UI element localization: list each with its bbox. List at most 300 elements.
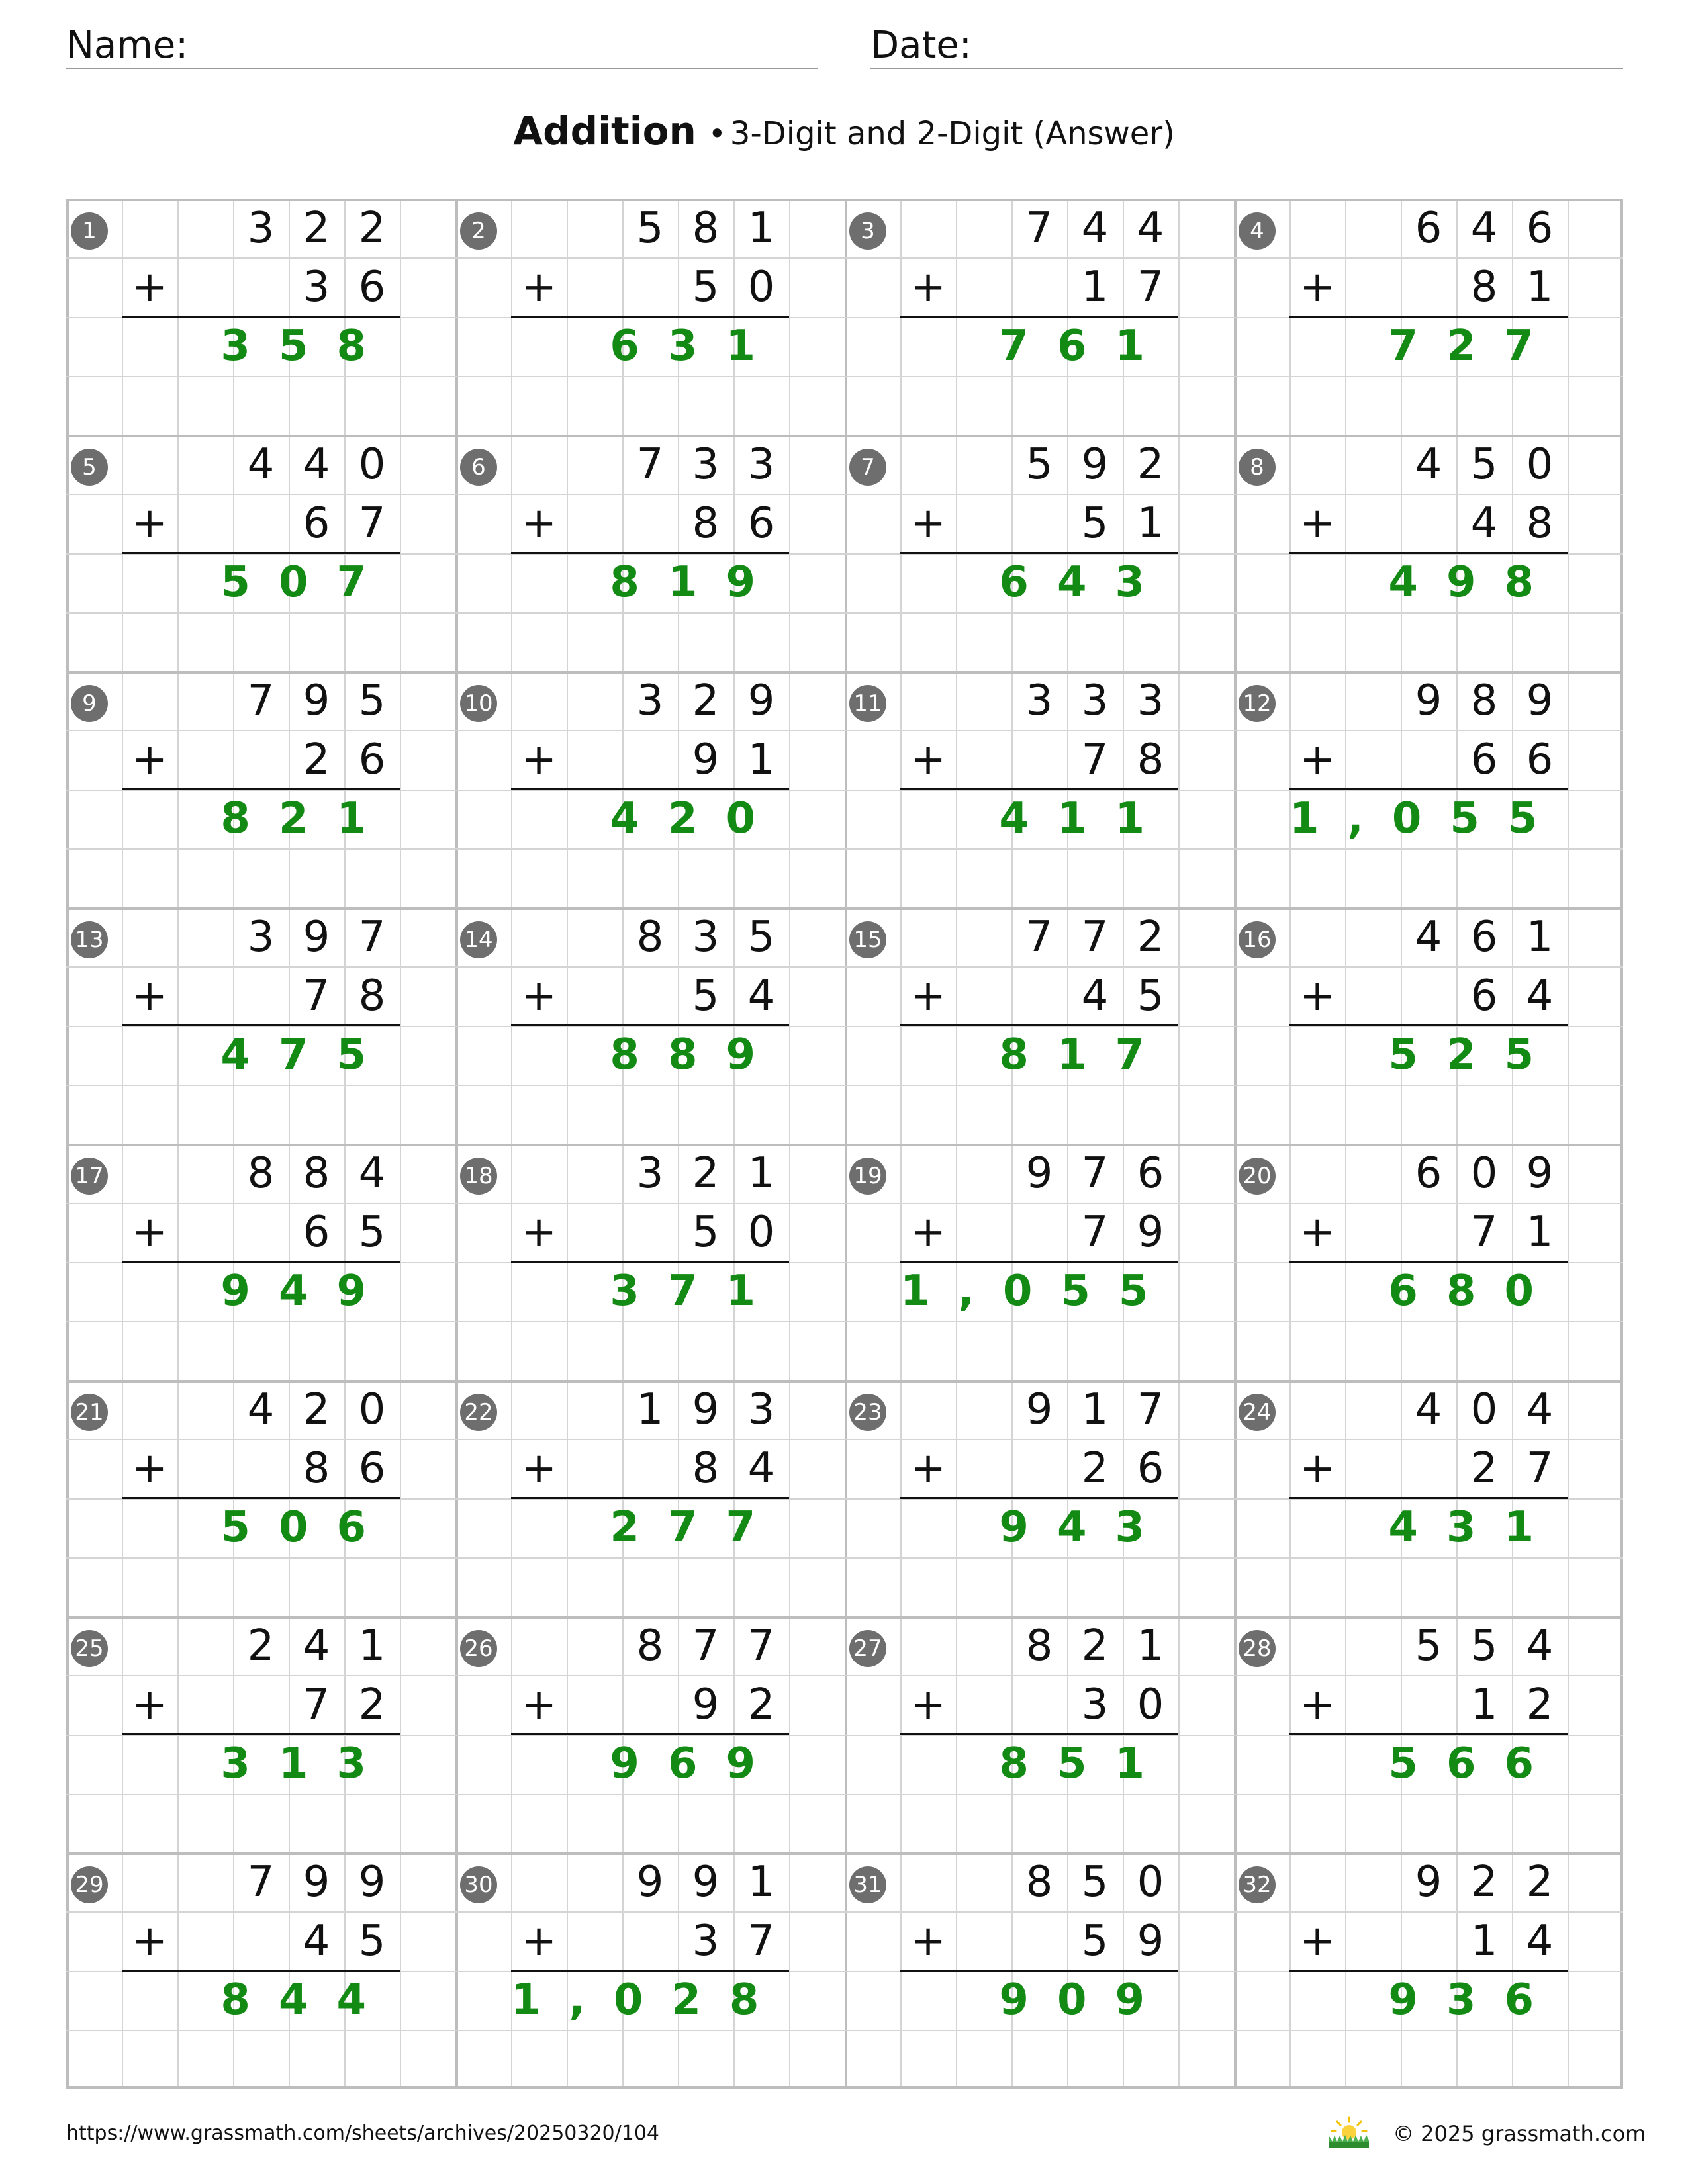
problem-number-badge: 6 xyxy=(460,449,497,486)
addend-bottom-digit: 2 xyxy=(1526,1680,1554,1729)
addend-bottom-digit: 1 xyxy=(1526,263,1554,312)
title-subtitle: 3-Digit and 2-Digit (Answer) xyxy=(729,115,1175,152)
answer: 411 xyxy=(999,794,1173,843)
addend-top-digit: 9 xyxy=(692,1858,720,1907)
addend-top-digit: 3 xyxy=(1081,676,1109,725)
addend-top-digit: 6 xyxy=(1526,204,1554,253)
plus-sign: + xyxy=(910,1208,946,1257)
problem-number-badge: 2 xyxy=(460,212,497,250)
addend-bottom-digit: 6 xyxy=(358,735,386,784)
addend-top-digit: 3 xyxy=(636,1149,664,1198)
problem-7 xyxy=(845,435,1234,671)
answer: 727 xyxy=(1388,322,1562,371)
addend-bottom-digit: 2 xyxy=(358,1680,386,1729)
addend-top-digit: 3 xyxy=(247,913,275,962)
addend-bottom-digit: 5 xyxy=(692,1208,720,1257)
addend-top-digit: 3 xyxy=(1025,676,1053,725)
addend-bottom-digit: 1 xyxy=(1081,263,1109,312)
addend-top-digit: 4 xyxy=(1470,204,1498,253)
addend-top-digit: 7 xyxy=(1025,204,1053,253)
name-label: Name: xyxy=(66,24,189,67)
addend-top-digit: 1 xyxy=(358,1621,386,1670)
date-line[interactable] xyxy=(870,68,1623,69)
addend-bottom-digit: 5 xyxy=(1081,1917,1109,1966)
problem-number-badge: 23 xyxy=(849,1394,886,1431)
problem-number-badge: 13 xyxy=(71,921,108,958)
problem-27 xyxy=(845,1616,1234,1852)
addend-bottom-digit: 7 xyxy=(303,972,330,1021)
addend-top-digit: 9 xyxy=(1081,440,1109,489)
plus-sign: + xyxy=(1299,1444,1335,1493)
plus-sign: + xyxy=(910,1917,946,1966)
addend-bottom-digit: 7 xyxy=(1470,1208,1498,1257)
addend-top-digit: 9 xyxy=(358,1858,386,1907)
addend-bottom-digit: 6 xyxy=(303,499,330,548)
addend-top-digit: 4 xyxy=(303,1621,330,1670)
problem-11 xyxy=(845,671,1234,907)
addend-top-digit: 5 xyxy=(747,913,775,962)
problem-number-badge: 28 xyxy=(1239,1630,1276,1667)
problem-number-badge: 1 xyxy=(71,212,108,250)
problem-12 xyxy=(1234,671,1623,907)
addend-bottom-digit: 4 xyxy=(747,972,775,1021)
problem-number-badge: 8 xyxy=(1239,449,1276,486)
addend-top-digit: 6 xyxy=(1415,204,1442,253)
addend-bottom-digit: 7 xyxy=(1081,1208,1109,1257)
addend-top-digit: 2 xyxy=(303,204,330,253)
addend-top-digit: 8 xyxy=(1025,1621,1053,1670)
addend-top-digit: 4 xyxy=(1526,1385,1554,1434)
problem-14 xyxy=(455,907,845,1144)
addend-top-digit: 7 xyxy=(1137,1385,1164,1434)
problem-number-badge: 17 xyxy=(71,1158,108,1195)
addend-bottom-digit: 8 xyxy=(1526,499,1554,548)
addend-top-digit: 9 xyxy=(303,676,330,725)
addend-top-digit: 5 xyxy=(1470,440,1498,489)
plus-sign: + xyxy=(910,263,946,312)
addend-bottom-digit: 3 xyxy=(692,1917,720,1966)
addend-top-digit: 9 xyxy=(303,1858,330,1907)
answer: 1,055 xyxy=(1289,794,1566,843)
problem-number-badge: 5 xyxy=(71,449,108,486)
addend-bottom-digit: 5 xyxy=(1081,499,1109,548)
addend-bottom-digit: 6 xyxy=(358,263,386,312)
answer: 525 xyxy=(1388,1030,1562,1079)
problem-8 xyxy=(1234,435,1623,671)
answer: 631 xyxy=(610,322,784,371)
problem-2 xyxy=(455,199,845,435)
addend-top-digit: 9 xyxy=(303,913,330,962)
problem-number-badge: 22 xyxy=(460,1394,497,1431)
answer: 313 xyxy=(220,1739,395,1788)
problem-number-badge: 18 xyxy=(460,1158,497,1195)
addend-top-digit: 9 xyxy=(747,676,775,725)
addend-bottom-digit: 6 xyxy=(303,1208,330,1257)
addend-bottom-digit: 8 xyxy=(692,499,720,548)
problem-number-badge: 32 xyxy=(1239,1866,1276,1903)
problem-5 xyxy=(66,435,455,671)
addend-top-digit: 7 xyxy=(358,913,386,962)
answer: 358 xyxy=(220,322,395,371)
addend-top-digit: 4 xyxy=(1415,1385,1442,1434)
addend-top-digit: 3 xyxy=(692,913,720,962)
problem-20 xyxy=(1234,1144,1623,1380)
addend-top-digit: 0 xyxy=(1470,1149,1498,1198)
problem-28 xyxy=(1234,1616,1623,1852)
addend-top-digit: 3 xyxy=(636,676,664,725)
addend-top-digit: 9 xyxy=(1415,676,1442,725)
problem-23 xyxy=(845,1380,1234,1616)
addend-top-digit: 8 xyxy=(247,1149,275,1198)
plus-sign: + xyxy=(521,1444,557,1493)
plus-sign: + xyxy=(521,263,557,312)
problem-number-badge: 14 xyxy=(460,921,497,958)
answer: 969 xyxy=(610,1739,784,1788)
worksheet-title xyxy=(0,105,1688,167)
problem-number-badge: 30 xyxy=(460,1866,497,1903)
plus-sign: + xyxy=(132,1680,167,1729)
problem-24 xyxy=(1234,1380,1623,1616)
title-main: Addition xyxy=(513,109,696,154)
plus-sign: + xyxy=(132,1444,167,1493)
problem-grid xyxy=(66,199,1623,2089)
plus-sign: + xyxy=(521,1680,557,1729)
problem-number-badge: 10 xyxy=(460,685,497,722)
plus-sign: + xyxy=(910,1444,946,1493)
answer: 506 xyxy=(220,1503,395,1552)
addend-bottom-digit: 8 xyxy=(1470,263,1498,312)
addend-top-digit: 8 xyxy=(636,1621,664,1670)
problem-number-badge: 9 xyxy=(71,685,108,722)
addend-top-digit: 9 xyxy=(1526,1149,1554,1198)
problem-31 xyxy=(845,1852,1234,2089)
addend-bottom-digit: 5 xyxy=(358,1917,386,1966)
addend-top-digit: 3 xyxy=(1137,676,1164,725)
problem-17 xyxy=(66,1144,455,1380)
answer: 936 xyxy=(1388,1976,1562,2025)
plus-sign: + xyxy=(132,1917,167,1966)
plus-sign: + xyxy=(132,735,167,784)
addend-top-digit: 8 xyxy=(692,204,720,253)
addend-top-digit: 6 xyxy=(1137,1149,1164,1198)
problem-number-badge: 29 xyxy=(71,1866,108,1903)
addend-bottom-digit: 8 xyxy=(692,1444,720,1493)
addend-top-digit: 4 xyxy=(247,440,275,489)
addend-bottom-digit: 1 xyxy=(1526,1208,1554,1257)
answer: 1,055 xyxy=(900,1267,1177,1316)
name-line[interactable] xyxy=(66,68,818,69)
addend-bottom-digit: 5 xyxy=(1137,972,1164,1021)
plus-sign: + xyxy=(910,499,946,548)
problem-9 xyxy=(66,671,455,907)
plus-sign: + xyxy=(132,499,167,548)
addend-bottom-digit: 4 xyxy=(1081,972,1109,1021)
answer: 943 xyxy=(999,1503,1173,1552)
addend-top-digit: 7 xyxy=(1081,913,1109,962)
addend-bottom-digit: 6 xyxy=(1470,972,1498,1021)
grass-sun-icon xyxy=(1328,2115,1370,2148)
answer: 761 xyxy=(999,322,1173,371)
addend-top-digit: 5 xyxy=(636,204,664,253)
date-label: Date: xyxy=(870,24,972,67)
problem-15 xyxy=(845,907,1234,1144)
addend-top-digit: 5 xyxy=(1415,1621,1442,1670)
addend-bottom-digit: 2 xyxy=(1470,1444,1498,1493)
plus-sign: + xyxy=(521,735,557,784)
plus-sign: + xyxy=(1299,499,1335,548)
answer: 851 xyxy=(999,1739,1173,1788)
addend-top-digit: 2 xyxy=(1137,913,1164,962)
addend-bottom-digit: 4 xyxy=(303,1917,330,1966)
addend-bottom-digit: 9 xyxy=(1137,1208,1164,1257)
problem-30 xyxy=(455,1852,845,2089)
addend-bottom-digit: 1 xyxy=(747,735,775,784)
addend-top-digit: 1 xyxy=(747,204,775,253)
problem-25 xyxy=(66,1616,455,1852)
plus-sign: + xyxy=(1299,972,1335,1021)
addend-top-digit: 0 xyxy=(358,1385,386,1434)
addend-top-digit: 3 xyxy=(692,440,720,489)
addend-top-digit: 2 xyxy=(692,1149,720,1198)
addend-top-digit: 5 xyxy=(358,676,386,725)
addend-top-digit: 3 xyxy=(747,1385,775,1434)
addend-top-digit: 4 xyxy=(358,1149,386,1198)
addend-bottom-digit: 0 xyxy=(1137,1680,1164,1729)
problem-32 xyxy=(1234,1852,1623,2089)
plus-sign: + xyxy=(1299,263,1335,312)
addend-top-digit: 8 xyxy=(636,913,664,962)
plus-sign: + xyxy=(521,1208,557,1257)
addend-top-digit: 2 xyxy=(1526,1858,1554,1907)
plus-sign: + xyxy=(132,263,167,312)
addend-top-digit: 0 xyxy=(358,440,386,489)
answer: 643 xyxy=(999,558,1173,607)
addend-top-digit: 9 xyxy=(1025,1149,1053,1198)
addend-top-digit: 9 xyxy=(1025,1385,1053,1434)
problem-6 xyxy=(455,435,845,671)
addend-bottom-digit: 1 xyxy=(1470,1917,1498,1966)
addend-bottom-digit: 7 xyxy=(358,499,386,548)
answer: 507 xyxy=(220,558,395,607)
addend-top-digit: 1 xyxy=(636,1385,664,1434)
answer: 819 xyxy=(610,558,784,607)
answer: 431 xyxy=(1388,1503,1562,1552)
answer: 475 xyxy=(220,1030,395,1079)
problem-number-badge: 4 xyxy=(1239,212,1276,250)
problem-16 xyxy=(1234,907,1623,1144)
problem-number-badge: 26 xyxy=(460,1630,497,1667)
problem-number-badge: 20 xyxy=(1239,1158,1276,1195)
answer: 420 xyxy=(610,794,784,843)
addend-top-digit: 0 xyxy=(1470,1385,1498,1434)
problem-29 xyxy=(66,1852,455,2089)
addend-bottom-digit: 4 xyxy=(1526,1917,1554,1966)
plus-sign: + xyxy=(910,1680,946,1729)
problem-13 xyxy=(66,907,455,1144)
addend-top-digit: 5 xyxy=(1470,1621,1498,1670)
problem-number-badge: 3 xyxy=(849,212,886,250)
addend-top-digit: 7 xyxy=(747,1621,775,1670)
problem-number-badge: 7 xyxy=(849,449,886,486)
addend-top-digit: 2 xyxy=(1137,440,1164,489)
addend-top-digit: 7 xyxy=(247,676,275,725)
addend-top-digit: 6 xyxy=(1415,1149,1442,1198)
answer: 949 xyxy=(220,1267,395,1316)
addend-bottom-digit: 7 xyxy=(1137,263,1164,312)
addend-bottom-digit: 9 xyxy=(692,735,720,784)
addend-bottom-digit: 6 xyxy=(1137,1444,1164,1493)
addend-top-digit: 4 xyxy=(1415,440,1442,489)
addend-bottom-digit: 6 xyxy=(1526,735,1554,784)
addend-top-digit: 1 xyxy=(1526,913,1554,962)
addend-bottom-digit: 5 xyxy=(358,1208,386,1257)
addend-top-digit: 4 xyxy=(303,440,330,489)
addend-top-digit: 2 xyxy=(1470,1858,1498,1907)
addend-top-digit: 1 xyxy=(747,1149,775,1198)
addend-top-digit: 8 xyxy=(1470,676,1498,725)
addend-top-digit: 9 xyxy=(1526,676,1554,725)
problem-number-badge: 24 xyxy=(1239,1394,1276,1431)
problem-number-badge: 27 xyxy=(849,1630,886,1667)
answer: 889 xyxy=(610,1030,784,1079)
problem-26 xyxy=(455,1616,845,1852)
problem-22 xyxy=(455,1380,845,1616)
plus-sign: + xyxy=(132,972,167,1021)
addend-top-digit: 9 xyxy=(636,1858,664,1907)
addend-top-digit: 2 xyxy=(692,676,720,725)
addend-top-digit: 2 xyxy=(1081,1621,1109,1670)
answer: 1,028 xyxy=(511,1976,788,2025)
plus-sign: + xyxy=(521,1917,557,1966)
addend-bottom-digit: 7 xyxy=(1081,735,1109,784)
plus-sign: + xyxy=(1299,1680,1335,1729)
addend-top-digit: 4 xyxy=(1137,204,1164,253)
addend-bottom-digit: 2 xyxy=(303,735,330,784)
answer: 821 xyxy=(220,794,395,843)
addend-bottom-digit: 5 xyxy=(692,972,720,1021)
problem-21 xyxy=(66,1380,455,1616)
addend-bottom-digit: 4 xyxy=(1526,972,1554,1021)
problem-number-badge: 12 xyxy=(1239,685,1276,722)
problem-10 xyxy=(455,671,845,907)
addend-top-digit: 3 xyxy=(747,440,775,489)
problem-number-badge: 31 xyxy=(849,1866,886,1903)
plus-sign: + xyxy=(521,499,557,548)
addend-bottom-digit: 2 xyxy=(747,1680,775,1729)
answer: 566 xyxy=(1388,1739,1562,1788)
addend-top-digit: 1 xyxy=(1081,1385,1109,1434)
addend-top-digit: 4 xyxy=(1081,204,1109,253)
addend-top-digit: 2 xyxy=(303,1385,330,1434)
addend-bottom-digit: 0 xyxy=(747,1208,775,1257)
addend-bottom-digit: 9 xyxy=(692,1680,720,1729)
problem-1 xyxy=(66,199,455,435)
addend-bottom-digit: 8 xyxy=(303,1444,330,1493)
addend-top-digit: 2 xyxy=(358,204,386,253)
problem-19 xyxy=(845,1144,1234,1380)
problem-number-badge: 21 xyxy=(71,1394,108,1431)
addend-bottom-digit: 7 xyxy=(303,1680,330,1729)
problem-number-badge: 25 xyxy=(71,1630,108,1667)
addend-top-digit: 7 xyxy=(692,1621,720,1670)
addend-top-digit: 6 xyxy=(1470,913,1498,962)
addend-top-digit: 3 xyxy=(247,204,275,253)
answer: 277 xyxy=(610,1503,784,1552)
plus-sign: + xyxy=(1299,735,1335,784)
addend-bottom-digit: 1 xyxy=(1470,1680,1498,1729)
addend-bottom-digit: 6 xyxy=(747,499,775,548)
addend-top-digit: 0 xyxy=(1526,440,1554,489)
answer: 844 xyxy=(220,1976,395,2025)
plus-sign: + xyxy=(132,1208,167,1257)
addend-bottom-digit: 8 xyxy=(1137,735,1164,784)
addend-top-digit: 7 xyxy=(636,440,664,489)
addend-bottom-digit: 9 xyxy=(1137,1917,1164,1966)
addend-bottom-digit: 2 xyxy=(1081,1444,1109,1493)
addend-bottom-digit: 7 xyxy=(747,1917,775,1966)
addend-bottom-digit: 4 xyxy=(747,1444,775,1493)
addend-top-digit: 8 xyxy=(1025,1858,1053,1907)
addend-top-digit: 7 xyxy=(1025,913,1053,962)
addend-top-digit: 9 xyxy=(692,1385,720,1434)
addend-top-digit: 0 xyxy=(1137,1858,1164,1907)
problem-18 xyxy=(455,1144,845,1380)
title-bullet: • xyxy=(708,116,726,152)
addend-top-digit: 4 xyxy=(1415,913,1442,962)
answer: 909 xyxy=(999,1976,1173,2025)
problem-number-badge: 11 xyxy=(849,685,886,722)
answer: 371 xyxy=(610,1267,784,1316)
problem-number-badge: 15 xyxy=(849,921,886,958)
answer: 680 xyxy=(1388,1267,1562,1316)
addend-bottom-digit: 0 xyxy=(747,263,775,312)
addend-top-digit: 5 xyxy=(1025,440,1053,489)
plus-sign: + xyxy=(1299,1917,1335,1966)
plus-sign: + xyxy=(910,735,946,784)
footer-copyright: © 2025 grassmath.com xyxy=(1393,2121,1646,2146)
plus-sign: + xyxy=(1299,1208,1335,1257)
addend-bottom-digit: 3 xyxy=(1081,1680,1109,1729)
addend-top-digit: 7 xyxy=(247,1858,275,1907)
problem-4 xyxy=(1234,199,1623,435)
addend-top-digit: 7 xyxy=(1081,1149,1109,1198)
addend-top-digit: 4 xyxy=(247,1385,275,1434)
addend-bottom-digit: 5 xyxy=(692,263,720,312)
addend-bottom-digit: 4 xyxy=(1470,499,1498,548)
addend-top-digit: 1 xyxy=(747,1858,775,1907)
addend-top-digit: 8 xyxy=(303,1149,330,1198)
addend-bottom-digit: 1 xyxy=(1137,499,1164,548)
plus-sign: + xyxy=(910,972,946,1021)
addend-bottom-digit: 6 xyxy=(1470,735,1498,784)
addend-top-digit: 4 xyxy=(1526,1621,1554,1670)
problem-number-badge: 16 xyxy=(1239,921,1276,958)
addend-top-digit: 2 xyxy=(247,1621,275,1670)
plus-sign: + xyxy=(521,972,557,1021)
addend-bottom-digit: 3 xyxy=(303,263,330,312)
addend-bottom-digit: 8 xyxy=(358,972,386,1021)
addend-bottom-digit: 6 xyxy=(358,1444,386,1493)
addend-top-digit: 1 xyxy=(1137,1621,1164,1670)
addend-top-digit: 5 xyxy=(1081,1858,1109,1907)
footer-url: https://www.grassmath.com/sheets/archives/20250320/104 xyxy=(66,2122,660,2145)
addend-bottom-digit: 7 xyxy=(1526,1444,1554,1493)
problem-3 xyxy=(845,199,1234,435)
answer: 498 xyxy=(1388,558,1562,607)
addend-top-digit: 9 xyxy=(1415,1858,1442,1907)
answer: 817 xyxy=(999,1030,1173,1079)
problem-number-badge: 19 xyxy=(849,1158,886,1195)
